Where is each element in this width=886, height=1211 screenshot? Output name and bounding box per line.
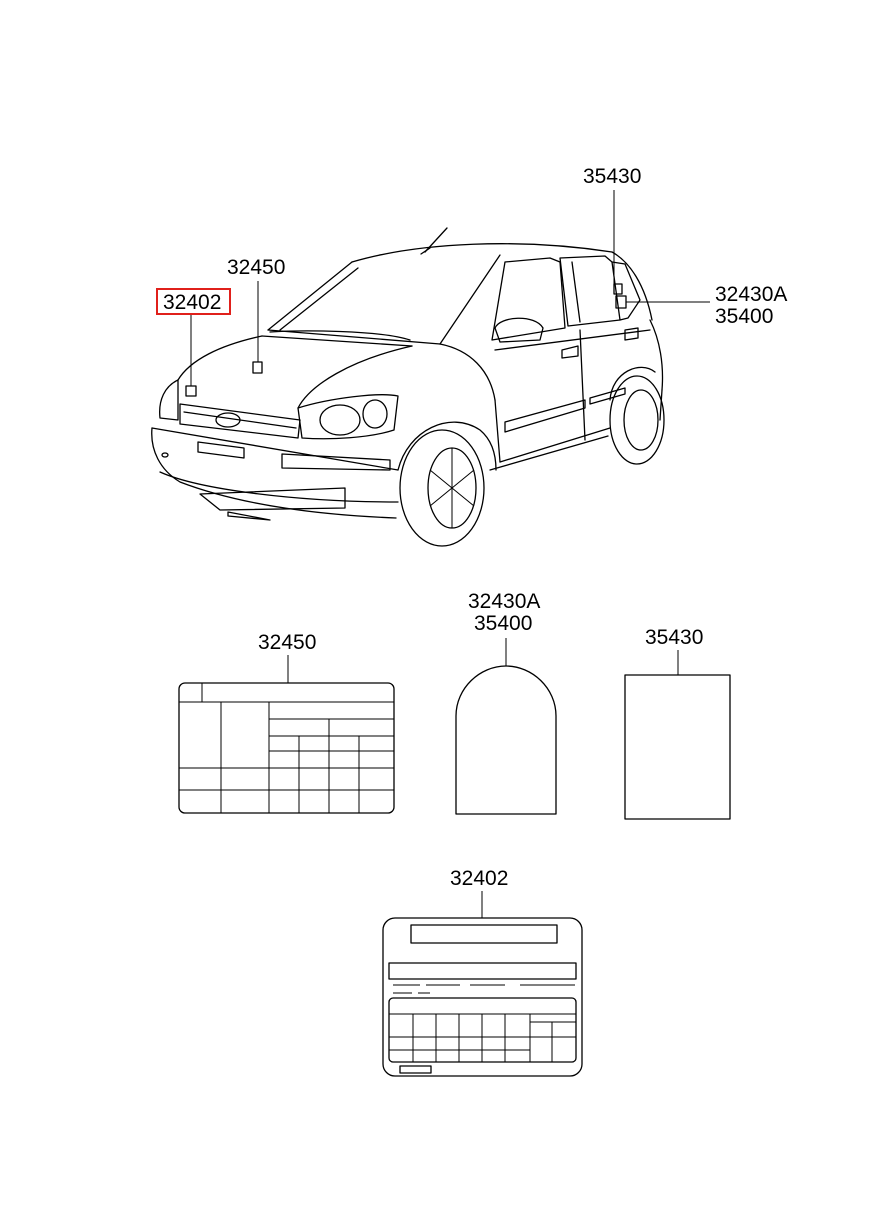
callout-35430[interactable]: 35430 (583, 165, 642, 188)
callout-35400[interactable]: 35400 (715, 305, 774, 328)
part-label-32430A[interactable] (456, 590, 556, 814)
part-number-35430[interactable]: 35430 (645, 626, 704, 649)
callout-32430A[interactable]: 32430A (715, 283, 788, 306)
callout-32450[interactable]: 32450 (227, 256, 286, 279)
part-number-35400[interactable]: 35400 (474, 612, 533, 635)
callout-32402[interactable]: 32402 (163, 291, 222, 314)
part-label-35430[interactable] (625, 626, 730, 819)
part-label-32450[interactable] (179, 631, 394, 813)
part-number-32402[interactable]: 32402 (450, 867, 509, 890)
part-number-32430A[interactable]: 32430A (468, 590, 541, 613)
part-label-32402[interactable] (383, 867, 582, 1076)
leader-lines (191, 190, 710, 386)
part-number-32450[interactable]: 32450 (258, 631, 317, 654)
